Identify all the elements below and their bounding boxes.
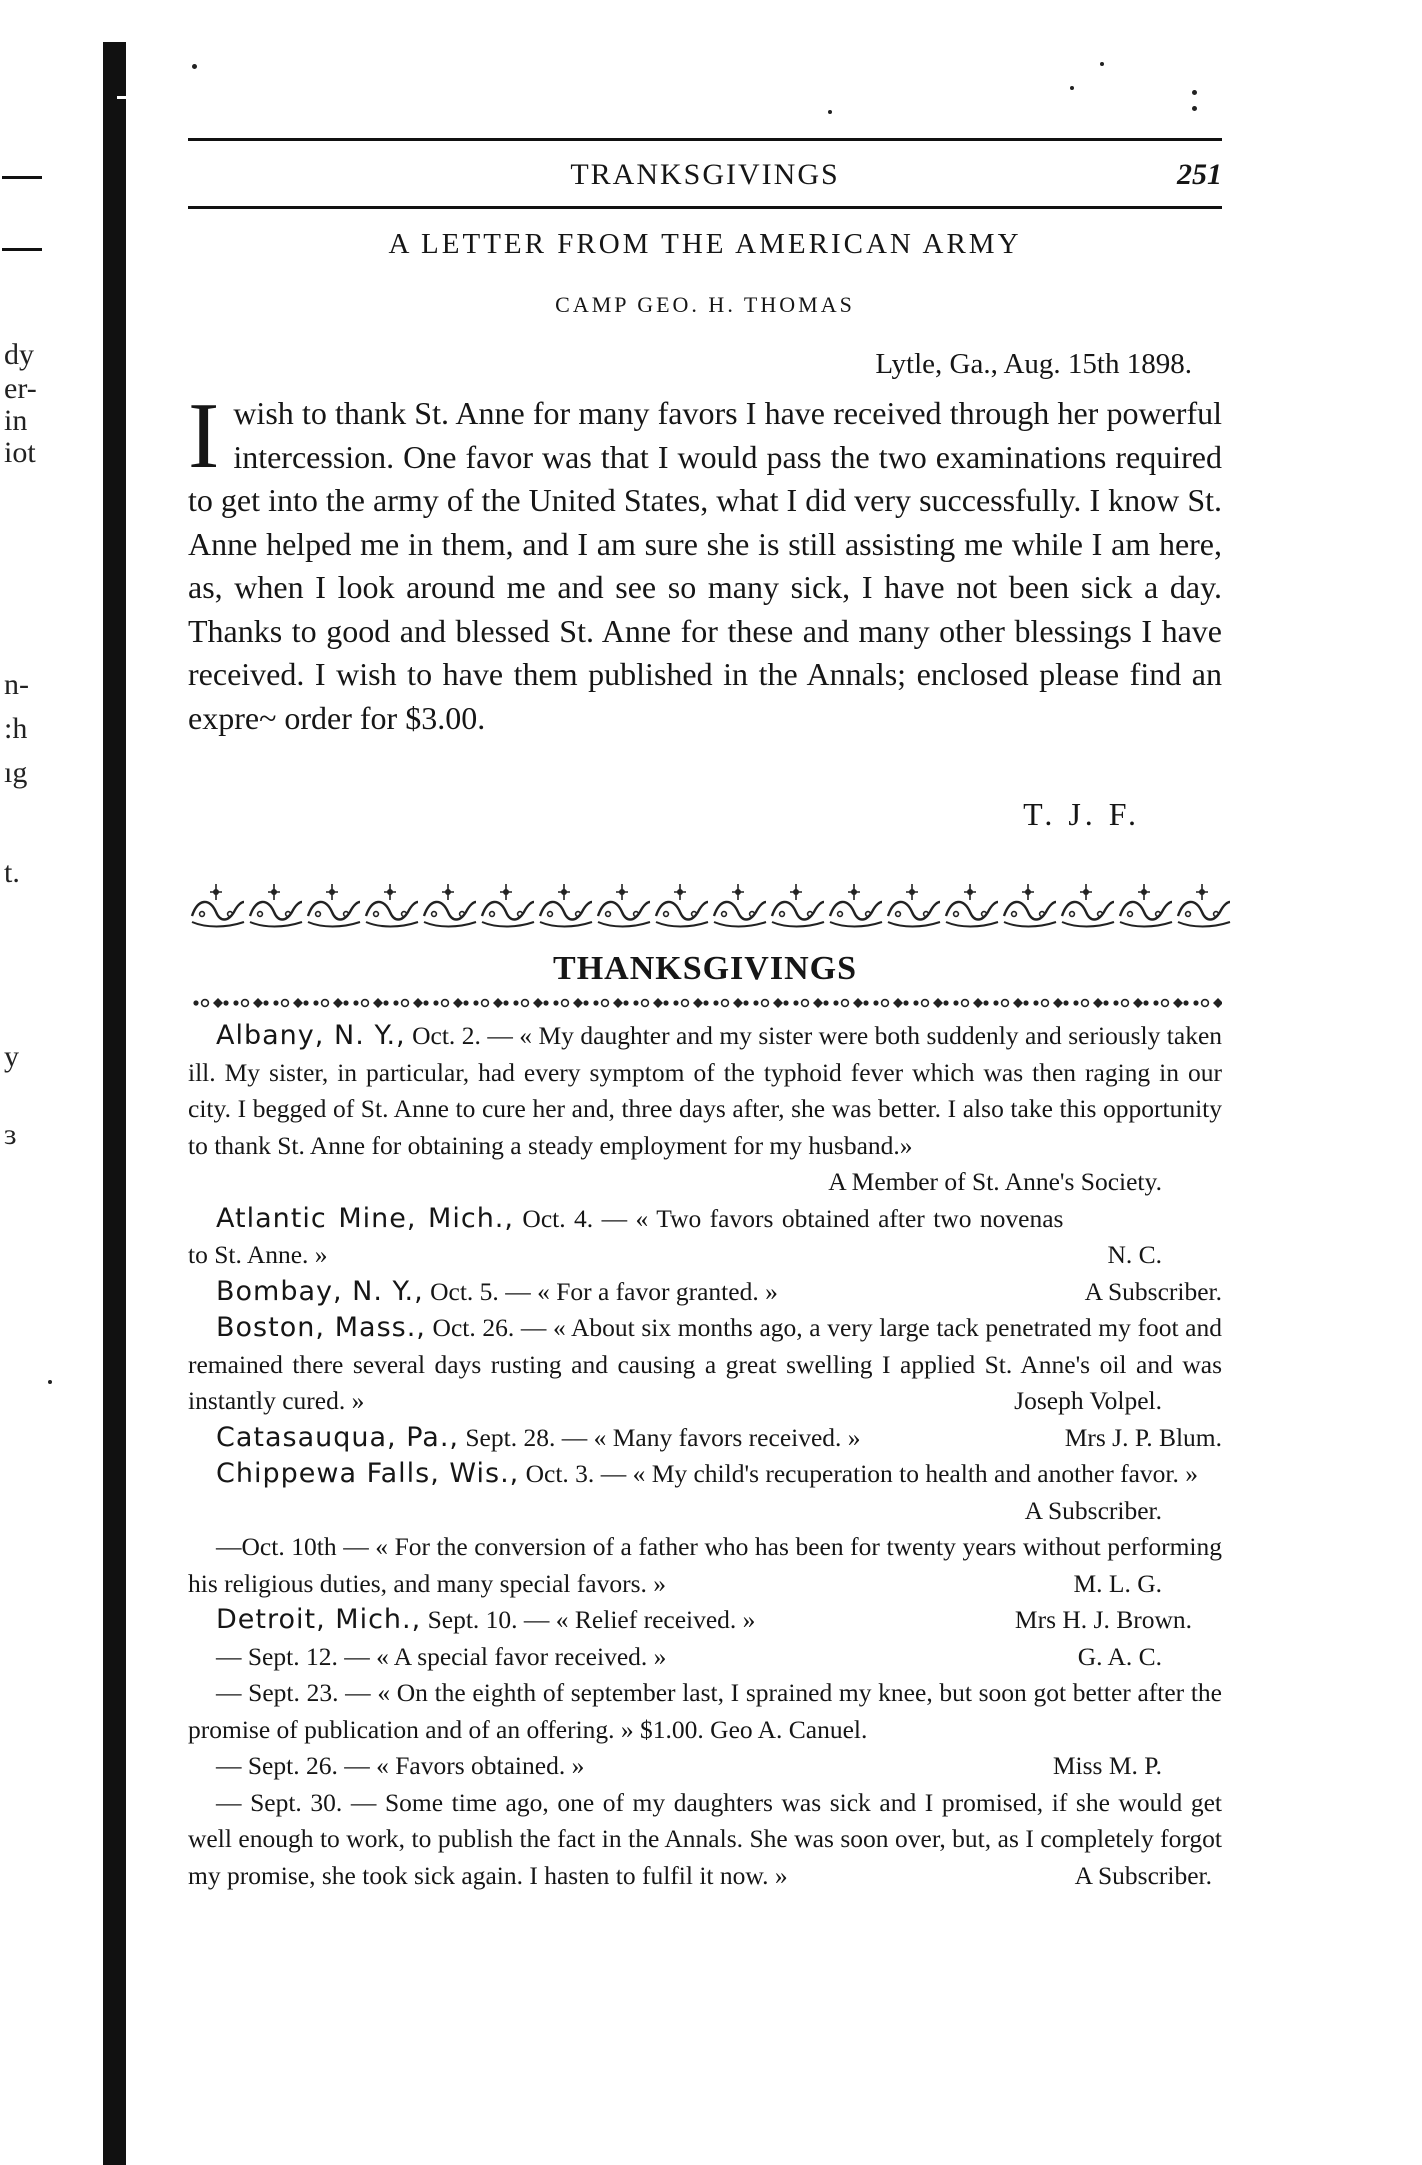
ornament-motif — [946, 884, 998, 927]
ornament-motif — [308, 884, 360, 927]
entry-date: Oct. 3. — [525, 1459, 595, 1488]
entry-place: Chippewa Falls, Wis., — [216, 1458, 520, 1489]
speck — [1192, 90, 1197, 95]
speck — [1070, 86, 1074, 90]
letter-text: wish to thank St. Anne for many favors I have received through her powerful intercession. One favor was that I would pass the two examinations required to get into the army of the United States, what I did very successfully. I know St. Anne helped me in them, and I am sure she is still assisting me while I am here, as, when I look around me and see so many sick, I have not been sick a day. Thanks to good and blessed St. Anne for these and many other blessings I have received. I wish to have them published in the Annals; enclosed please find an expre~ order for $3.00. — [188, 395, 1222, 736]
ornament-motif — [250, 884, 302, 927]
entry-detroit-sept30 — [188, 1785, 1222, 1895]
entry-atlantic-mine — [188, 1201, 1222, 1274]
ornament-motif — [1062, 884, 1114, 927]
dot-motif — [473, 998, 508, 1008]
ornament-motif — [1178, 884, 1230, 927]
drop-cap: I — [188, 384, 220, 488]
entry-attribution: Mrs J. P. Blum. — [1064, 1422, 1222, 1452]
entry-quote: — Some time ago, one of my daughters was sick and I promised, if she would get well enough to work, to publish the fact in the Annals. She was soon over, but, as I completely forgot my promise, she took sick again. I hasten to fulfil it now. » — [188, 1787, 1222, 1890]
dot-motif — [233, 998, 268, 1008]
entry-place: Detroit, Mich., — [216, 1604, 422, 1635]
entry-albany — [188, 1018, 1222, 1201]
ornament-motif — [656, 884, 708, 927]
margin-fragment: ıg — [4, 756, 28, 789]
entry-attribution: N. C. — [1107, 1239, 1162, 1269]
entry-attribution: Joseph Volpel. — [1014, 1386, 1162, 1415]
entry-text — [188, 1274, 1222, 1311]
entry-attribution: Mrs H. J. Brown. — [1014, 1605, 1192, 1634]
entry-quote: — « Many favors received. » — [561, 1422, 861, 1452]
dot-motif — [1193, 998, 1222, 1008]
dot-motif — [1113, 998, 1148, 1008]
speck — [192, 64, 197, 69]
entry-attribution: A Subscriber. — [1024, 1495, 1162, 1525]
letter-title: A LETTER FROM THE AMERICAN ARMY — [388, 228, 1022, 260]
entry-date: — Sept. 12. — [216, 1641, 338, 1671]
margin-fragment: dy — [4, 338, 34, 371]
entry-place: Atlantic Mine, Mich., — [216, 1202, 514, 1234]
ornament-motif — [598, 884, 650, 927]
running-title: TRANKSGIVINGS — [570, 158, 840, 191]
dot-motif — [673, 998, 708, 1008]
dot-motif — [513, 998, 548, 1008]
entry-date: Oct. 26. — [432, 1313, 515, 1342]
margin-mark — [2, 176, 42, 179]
ornament-motif — [540, 884, 592, 927]
entry-date: — Sept. 23. — [216, 1678, 339, 1707]
dot-motif — [993, 998, 1028, 1008]
dot-motif — [1033, 998, 1068, 1008]
ornament-motif — [1004, 884, 1056, 927]
dot-motif — [273, 998, 308, 1008]
ornament-motif — [888, 884, 940, 927]
entry-attribution: A Member of St. Anne's Society. — [828, 1167, 1162, 1196]
dot-motif — [313, 998, 348, 1008]
entry-attribution: A Subscriber. — [1084, 1276, 1222, 1306]
entry-text — [188, 1456, 1222, 1525]
dot-motif — [593, 998, 628, 1008]
entry-detroit-sept12 — [188, 1639, 1222, 1676]
ornament-motif — [830, 884, 882, 927]
entry-text — [188, 1785, 1222, 1895]
speck — [1100, 62, 1104, 66]
entry-quote: — « My child's recuperation to health and another favor. » — [600, 1459, 1198, 1488]
entry-place: Catasauqua, Pa., — [216, 1421, 459, 1453]
letter-dateline: Lytle, Ga., Aug. 15th 1898. — [875, 348, 1192, 380]
margin-fragment: iot — [4, 436, 36, 469]
entry-date: —Oct. 10th — [216, 1532, 337, 1561]
margin-fragment: y — [4, 1040, 19, 1073]
speck — [48, 1380, 52, 1384]
entry-text — [188, 1529, 1222, 1602]
section-title: THANKSGIVINGS — [553, 950, 857, 987]
entry-attribution: A Subscriber. — [1074, 1860, 1212, 1890]
entry-quote: — « On the eighth of september last, I sprained my knee, but soon got better after the promise of publication and of an offering. » $1.00. — [188, 1678, 1222, 1744]
dot-motif — [913, 998, 948, 1008]
ornament-motif — [366, 884, 418, 927]
dot-motif — [873, 998, 908, 1008]
dot-motif — [633, 998, 668, 1008]
entry-text — [188, 1018, 1222, 1164]
entry-date: Sept. 10. — [427, 1605, 518, 1634]
entry-quote: — « Favors obtained. » — [344, 1751, 585, 1780]
letter-body — [188, 384, 1222, 740]
ornament-motif — [714, 884, 766, 927]
entry-attribution: M. L. G. — [1073, 1568, 1162, 1598]
header-rule-bottom — [188, 206, 1222, 209]
entry-text — [188, 1602, 1222, 1639]
entry-text — [188, 1310, 1222, 1420]
margin-fragment: in — [4, 404, 28, 437]
entry-catasauqua — [188, 1420, 1222, 1457]
margin-mark — [2, 248, 42, 251]
entry-quote: — « For the conversion of a father who has been for twenty years without performing his religious duties, and many special favors. » — [188, 1532, 1223, 1598]
entry-quote: — « My daughter and my sister were both suddenly and seriously taken ill. My sister, in particular, had every symptom of the typhoid fever which was then raging in our city. I begged of St. Anne to cure her and, three days after, she was better. I also take this opportunity to thank St. Anne for obtaining a steady employment for my husband.» — [188, 1021, 1223, 1160]
entry-text — [188, 1748, 1222, 1785]
margin-fragment: :h — [4, 712, 28, 745]
dot-motif — [553, 998, 588, 1008]
entry-attribution: Miss M. P. — [1052, 1751, 1162, 1780]
ornament-motif — [1120, 884, 1172, 927]
letter-signature: T. J. F. — [1023, 796, 1140, 832]
margin-fragment: er- — [4, 372, 37, 405]
dot-motif — [393, 998, 428, 1008]
entry-date: Sept. 28. — [465, 1422, 556, 1452]
entry-date: — Sept. 26. — [216, 1751, 338, 1780]
binding-nick — [117, 96, 126, 99]
entry-quote: — « For a favor granted. » — [505, 1276, 778, 1306]
entry-quote: — « About six months ago, a very large tack penetrated my foot and remained there several days rusting and causing a great swelling I applied St. Anne's oil and was instantly cured. » — [188, 1313, 1222, 1415]
dot-motif — [713, 998, 748, 1008]
ornament-motif — [424, 884, 476, 927]
page-number: 251 — [1177, 158, 1222, 191]
entry-text — [188, 1675, 1222, 1748]
thanksgiving-entries — [188, 1018, 1222, 1894]
dot-motif — [353, 998, 388, 1008]
entry-date: — Sept. 30. — [216, 1787, 343, 1817]
entry-chippewa-falls-oct10 — [188, 1529, 1222, 1602]
dot-motif — [793, 998, 828, 1008]
entry-place: Bombay, N. Y., — [216, 1275, 424, 1307]
header-rule-top — [188, 138, 1222, 141]
ornament-band — [188, 878, 1234, 930]
entry-place: Boston, Mass., — [216, 1312, 426, 1343]
entry-bombay — [188, 1274, 1222, 1311]
dot-motif — [1153, 998, 1188, 1008]
entry-quote: — « A special favor received. » — [344, 1641, 667, 1671]
entry-text — [188, 1201, 1222, 1274]
dot-motif — [753, 998, 788, 1008]
ornament-motif — [192, 884, 244, 927]
entry-place: Albany, N. Y., — [216, 1020, 406, 1051]
letter-camp: CAMP GEO. H. THOMAS — [555, 292, 855, 317]
entry-boston — [188, 1310, 1222, 1420]
entry-date: Oct. 2. — [412, 1021, 481, 1050]
binding-shadow — [103, 42, 126, 2165]
dot-motif — [1073, 998, 1108, 1008]
margin-fragment: n- — [4, 668, 29, 701]
entry-text — [188, 1420, 1222, 1457]
entry-detroit — [188, 1602, 1222, 1639]
dot-motif — [833, 998, 868, 1008]
ornament-motif — [772, 884, 824, 927]
entry-attribution: Geo A. Canuel. — [710, 1714, 868, 1744]
margin-fragment: ɜ — [4, 1118, 17, 1151]
margin-fragment: t. — [4, 856, 20, 889]
dot-motif — [193, 998, 228, 1008]
speck — [1192, 106, 1197, 111]
ornament-motif — [482, 884, 534, 927]
entry-quote: — « Two favors obtained after two novenas to St. Anne. » — [188, 1203, 1064, 1269]
dotted-rule — [188, 996, 1222, 1010]
entry-date: Oct. 4. — [522, 1203, 594, 1233]
entry-quote: — « Relief received. » — [523, 1605, 756, 1634]
entry-chippewa-falls — [188, 1456, 1222, 1529]
dot-motif — [953, 998, 988, 1008]
speck — [828, 110, 832, 114]
dot-motif — [433, 998, 468, 1008]
entry-date: Oct. 5. — [430, 1276, 499, 1306]
entry-text — [188, 1639, 1222, 1676]
entry-detroit-sept23 — [188, 1675, 1222, 1748]
entry-detroit-sept26 — [188, 1748, 1222, 1785]
entry-attribution: G. A. C. — [1077, 1641, 1162, 1671]
